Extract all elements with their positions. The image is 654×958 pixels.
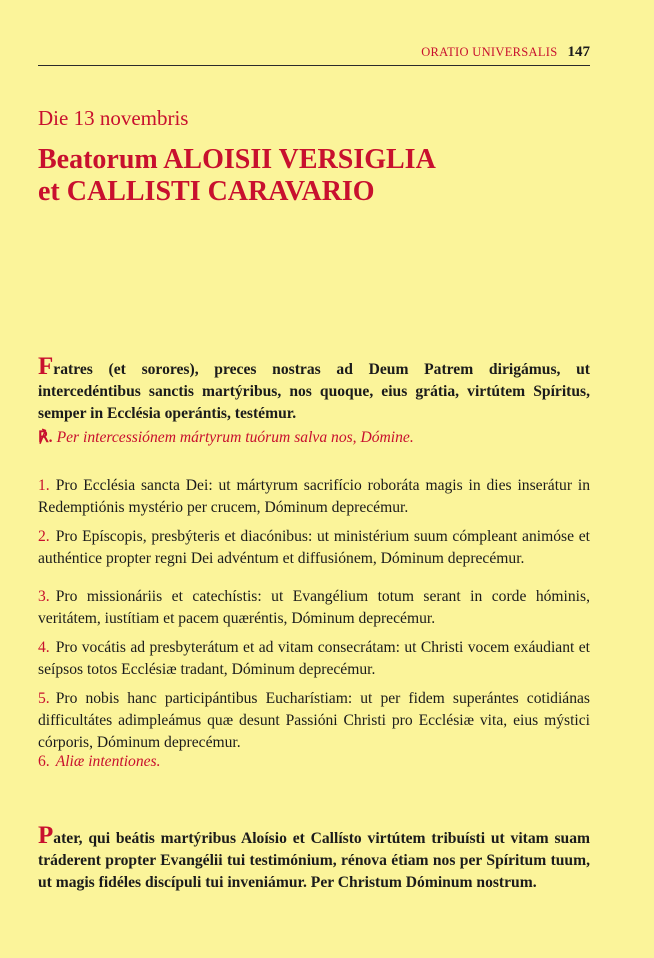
list-item bbox=[38, 751, 590, 773]
invitation-block bbox=[38, 353, 590, 425]
response-line bbox=[38, 427, 590, 449]
invitation-paragraph bbox=[38, 353, 590, 425]
item-number: 1. bbox=[38, 477, 50, 494]
list-item bbox=[38, 688, 590, 754]
invitation-text: ratres (et sorores), preces nostras ad Deum Patrem dirigámus, ut intercedéntibus sanctis martýribus, nos quoque, eius grátia, virtútem Spíritus, semper in Ecclésia operántis, testémur. bbox=[38, 361, 590, 422]
response-text: Per intercessiónem mártyrum tuórum salva nos, Dómine. bbox=[56, 429, 414, 446]
item-text: Pro vocátis ad presbyterátum et ad vitam consecrátam: ut Christi vocem exáudiant et seípsos totos Ecclésiæ tradant, Dóminum deprecémur. bbox=[38, 639, 590, 678]
item-number: 6. bbox=[38, 753, 50, 770]
list-item bbox=[38, 526, 590, 570]
page-title bbox=[38, 144, 436, 208]
intention-1 bbox=[38, 475, 590, 519]
item-text: Pro Epíscopis, presbýteris et diacónibus: ut ministérium suum cómpleant animóse et authéntice propter regni Dei advéntum et diffusiónem, Dóminum deprecémur. bbox=[38, 528, 590, 567]
title-line-1: Beatorum ALOISII VERSIGLIA bbox=[38, 144, 436, 175]
conclusion-paragraph bbox=[38, 822, 590, 894]
intention-6 bbox=[38, 751, 590, 773]
list-item bbox=[38, 475, 590, 519]
item-number: 5. bbox=[38, 690, 50, 707]
intention-5 bbox=[38, 688, 590, 754]
response-block bbox=[38, 427, 590, 449]
intention-2 bbox=[38, 526, 590, 570]
item-text: Aliæ intentiones. bbox=[55, 753, 161, 770]
item-number: 3. bbox=[38, 588, 50, 605]
item-number: 4. bbox=[38, 639, 50, 656]
list-item bbox=[38, 637, 590, 681]
item-text: Pro nobis hanc participántibus Eucharístiam: ut per fidem superántes cotidiánas difficultátes adimpleámus quæ desunt Passióni Christi pro Ecclésiæ vita, eius mýstici córporis, Dóminum deprecémur. bbox=[38, 690, 590, 751]
intention-3 bbox=[38, 586, 590, 630]
item-text: Pro Ecclésia sancta Dei: ut mártyrum sacrifício roboráta magis in dies inserátur in Redemptiónis mystério per crucem, Dóminum deprecémur. bbox=[38, 477, 590, 516]
feast-date: Die 13 novembris bbox=[38, 106, 189, 130]
intention-4 bbox=[38, 637, 590, 681]
response-symbol: ℟. bbox=[38, 429, 53, 446]
conclusion-text: ater, qui beátis martýribus Aloísio et Callísto virtútem tribuísti ut vitam suam tráderent propter Evangélii tui testimónium, rénova étiam nos per Spíritum tuum, ut magis fidéles discípuli tui inveniámur. Per Christum Dóminum nostrum. bbox=[38, 830, 590, 891]
list-item bbox=[38, 586, 590, 630]
page-number: 147 bbox=[567, 44, 590, 60]
conclusion-block bbox=[38, 822, 590, 894]
running-title: ORATIO UNIVERSALIS bbox=[421, 45, 558, 59]
item-number: 2. bbox=[38, 528, 50, 545]
conclusion-initial: P bbox=[38, 822, 54, 849]
running-header bbox=[38, 44, 590, 66]
item-text: Pro missionáriis et catechístis: ut Evangélium totum serant in corde hóminis, veritátem, iustítiam et pacem quæréntis, Dóminum deprecémur. bbox=[38, 588, 590, 627]
invitation-initial: F bbox=[38, 353, 54, 380]
title-line-2: et CALLISTI CARAVARIO bbox=[38, 176, 375, 207]
